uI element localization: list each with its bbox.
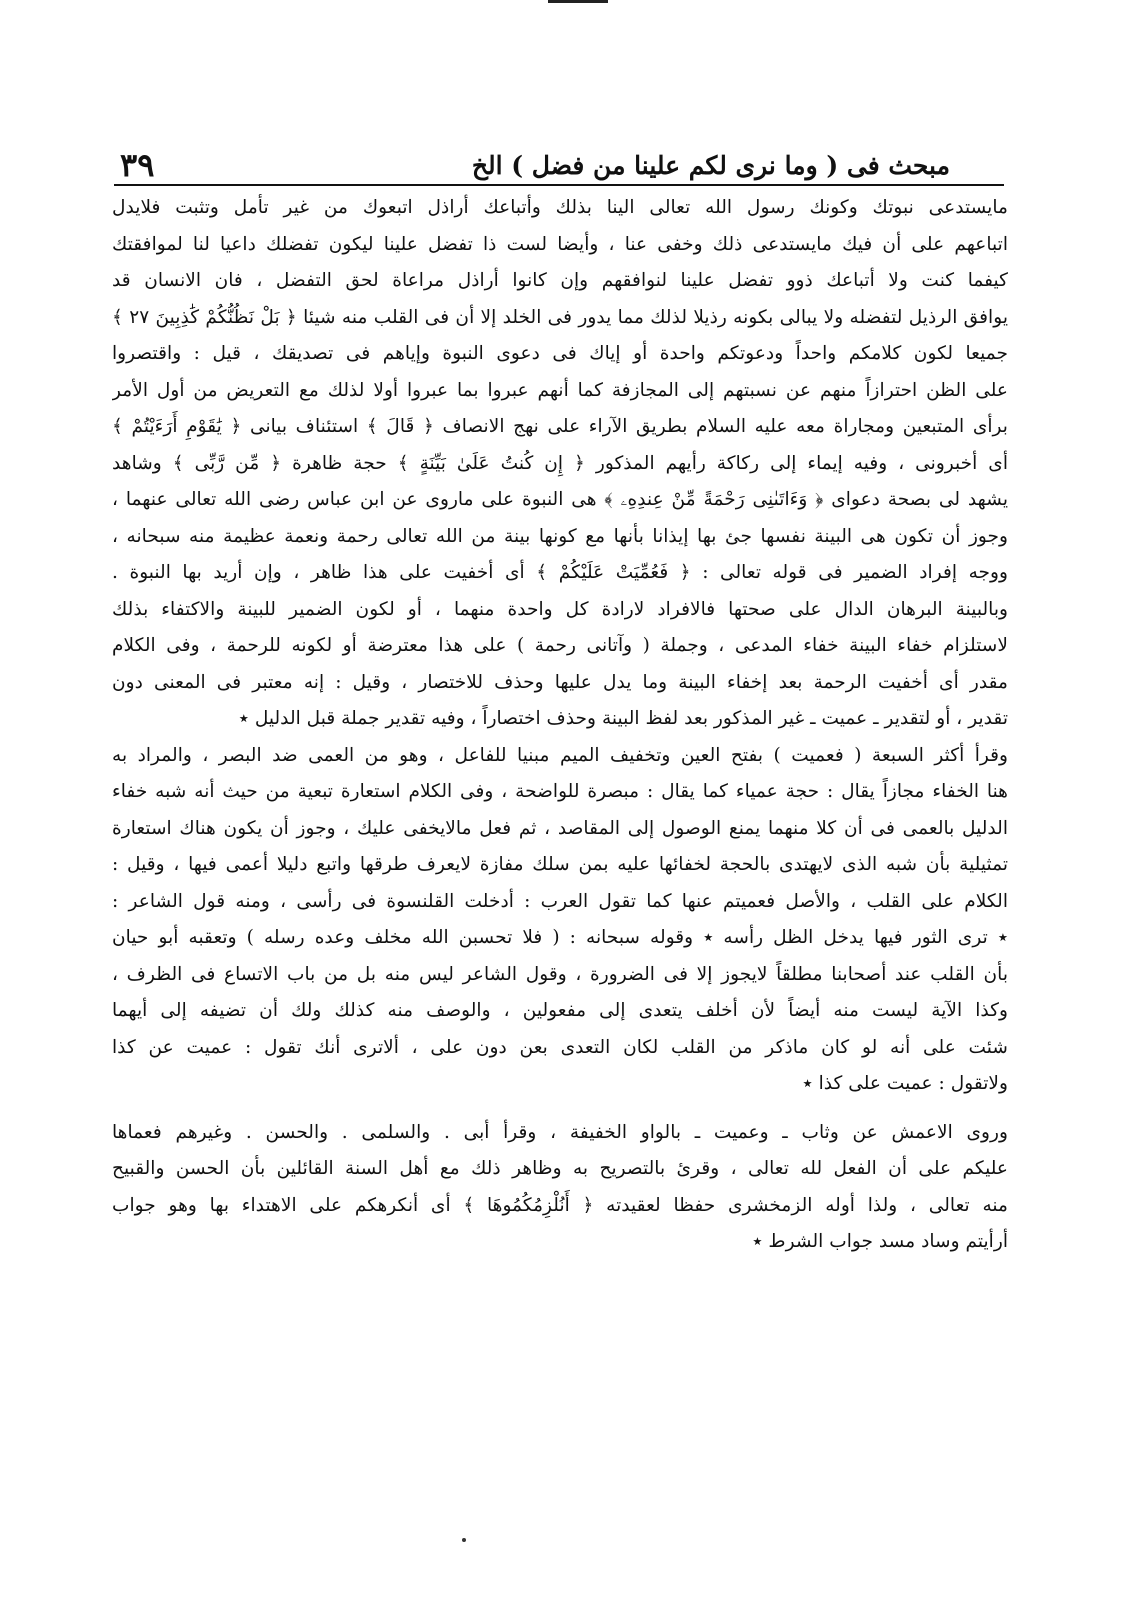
- running-title: مبحث فى ( وما نرى لكم علينا من فضل ) الخ: [471, 151, 950, 180]
- text-line: مايستدعى نبوتك وكونك رسول الله تعالى الينا بذلك وأتباعك أراذل اتبعوك من غير تأمل وتثبت فلايدل: [112, 197, 1008, 218]
- page-number: ٣٩: [120, 146, 155, 184]
- text-line: ولاتقول : عميت على كذا ٭: [802, 1073, 1008, 1094]
- text-line: تقدير ، أو لتقدير ـ عميت ـ غير المذكور بعد لفظ البينة وحذف اختصاراً ، وفيه تقدير جملة قبل الدليل ٭: [238, 708, 1008, 729]
- text-line: أرأيتم وساد مسد جواب الشرط ٭: [752, 1231, 1008, 1252]
- text-line: ووجه إفراد الضمير فى قوله تعالى : ﴿ فَعُمِّيَتْ عَلَيْكُمْ ﴾ أى أخفيت على هذا ظاهر ، وإن أريد بها النبوة .: [112, 562, 1008, 583]
- text-line: وجوز أن تكون هى البينة نفسها جئ بها إيذانا بأنها مع كونها بينة من الله تعالى رحمة ونعمة عظيمة منه سبحانه ،: [112, 525, 1008, 547]
- text-line: على الظن احترازاً منهم عن نسبتهم إلى المجازفة كما أنهم عبروا بما عبروا أولا لذلك مع التعريض من أول الأمر: [112, 379, 1008, 401]
- text-line: بأن القلب عند أصحابنا مطلقاً لايجوز إلا فى الضرورة ، وقول الشاعر ليس منه بل من باب الاتساع فى الظرف ،: [112, 963, 1008, 985]
- text-line: عليكم على أن الفعل لله تعالى ، وقرئ بالتصريح به وظاهر ذلك مع أهل السنة القائلين بأن الحسن والقبيح: [112, 1158, 1008, 1179]
- text-line: وقرأ أكثر السبعة ( فعميت ) بفتح العين وتخفيف الميم مبنيا للفاعل ، وهو من العمى ضد البصر ، والمراد به: [112, 744, 1008, 766]
- text-line: مقدر أى أخفيت الرحمة بعد إخفاء البينة وما يدل عليها وحذف للاختصار ، وقيل : إنه معتبر فى المعنى دون: [112, 671, 1008, 693]
- text-line: يوافق الرذيل لتفضله ولا يبالى بكونه رذيلا لذلك مما يدور فى الخلد إلا أن فى القلب منه شيئا ﴿ بَلْ نَظُنُّكُمْ كَٰذِبِينَ ٢٧ ﴾: [112, 306, 1008, 328]
- text-line: وروى الاعمش عن وثاب ـ وعميت ـ بالواو الخفيفة ، وقرأ أبى . والسلمى . والحسن . وغيرهم فعماها: [112, 1121, 1008, 1143]
- text-line: الكلام على القلب ، والأصل فعميتم عنها كما تقول العرب : أدخلت القلنسوة فى رأسى ، ومنه قول الشاعر :: [112, 890, 1008, 912]
- text-line: شئت على أنه لو كان ماذكر من القلب لكان التعدى بعن دون على ، ألاترى أنك تقول : عميت عن كذا: [112, 1036, 1008, 1058]
- text-line: وكذا الآية ليست منه أيضاً لأن أخلف يتعدى إلى مفعولين ، والوصف منه كذلك ولك أن تضيفه إلى أيهما: [112, 1000, 1008, 1021]
- text-line: برأى المتبعين ومجاراة معه عليه السلام بطريق الآراء على نهج الانصاف ﴿ قَالَ ﴾ استئناف بيانى ﴿ يَٰقَوْمِ أَرَءَيْتُمْ ﴾: [112, 416, 1008, 437]
- text-line: منه تعالى ، ولذا أوله الزمخشرى حفظا لعقيدته ﴿ أَنُلْزِمُكُمُوهَا ﴾ أى أنكرهكم على الاهتداء بها وهو جواب: [112, 1194, 1008, 1216]
- text-line: اتباعهم على أن فيك مايستدعى ذلك وخفى عنا ، وأيضا لست ذا تفضل علينا ليكون تفضلك داعيا لنا لموافقتك: [112, 233, 1008, 255]
- text-line: هنا الخفاء مجازاً يقال : حجة عمياء كما يقال : مبصرة للواضحة ، وفى الكلام استعارة تبعية من حيث أنه شبه خفاء: [112, 781, 1008, 802]
- text-line: لاستلزام خفاء البينة خفاء المدعى ، وجملة ( وآتانى رحمة ) على هذا معترضة أو لكونه للرحمة ، وفى الكلام: [112, 635, 1008, 656]
- footer-dot: [462, 1538, 466, 1542]
- text-line: تمثيلية بأن شبه الذى لايهتدى بالحجة لخفائها عليه بمن سلك مفازة لايعرف طرقها واتبع دليلا أعمى فيها ، وقيل :: [112, 854, 1008, 875]
- text-line: يشهد لى بصحة دعواى ﴿ وَءَاتَىٰنِى رَحْمَةً مِّنْ عِندِهِۦ ﴾ هى النبوة على ماروى عن ابن عباس رضى الله تعالى عنهما ،: [112, 489, 1008, 510]
- text-line: الدليل بالعمى فى أن كلا منهما يمنع الوصول إلى المقاصد ، ثم فعل مالايخفى عليك ، وجوز أن يكون هناك استعارة: [112, 817, 1008, 839]
- paragraph-gap: [112, 1103, 1008, 1115]
- page-header: [114, 138, 1004, 186]
- text-line: وبالبينة البرهان الدال على صحتها فالافراد لارادة كل واحدة منهما ، أو لكون الضمير للبينة والاكتفاء بذلك: [112, 598, 1008, 620]
- text-line: ٭ ترى الثور فيها يدخل الظل رأسه ٭ وقوله سبحانه : ( فلا تحسبن الله مخلف وعده رسله ) وتعقبه أبو حيان: [112, 927, 1008, 948]
- text-line: جميعا لكون كلامكم واحداً ودعوتكم واحدة أو إياك فى دعوى النبوة وإياهم فى تصديقك ، قيل : واقتصروا: [112, 343, 1008, 364]
- top-edge-mark: [548, 0, 608, 3]
- text-line: كيفما كنت ولا أتباعك ذوو تفضل علينا لنوافقهم وإن كانوا أراذل مراعاة لحق التفضل ، فان الانسان قد: [112, 270, 1008, 291]
- body-text: [112, 190, 1008, 1261]
- text-line: أى أخبرونى ، وفيه إيماء إلى ركاكة رأيهم المذكور ﴿ إِن كُنتُ عَلَىٰ بَيِّنَةٍ ﴾ حجة ظاهرة ﴿ مِّن رَّبِّى ﴾ وشاهد: [112, 452, 1008, 474]
